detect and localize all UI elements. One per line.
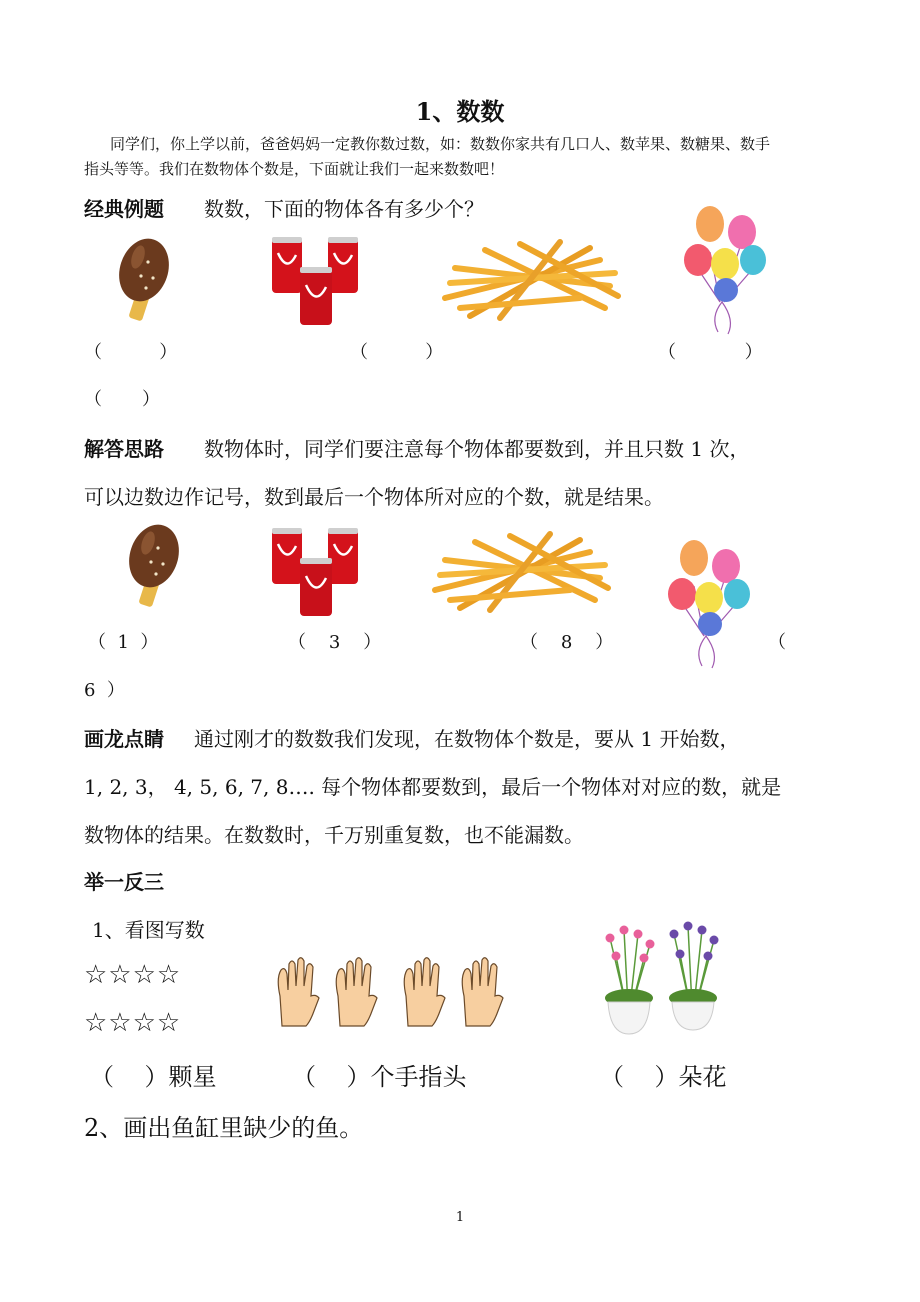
answer-blank[interactable]: （ ）: [350, 342, 444, 363]
answer-blank[interactable]: （ ）: [84, 342, 178, 363]
popsicle-icon: [118, 518, 190, 613]
solution-text-line1: 数物体时，同学们要注意每个物体都要数到，并且只数 1 次，: [204, 437, 750, 461]
example-heading: 经典例题: [84, 197, 164, 221]
blank-flowers[interactable]: （ ）朵花: [600, 1063, 727, 1091]
page-number: 1: [455, 1210, 465, 1225]
pencils-icon: [440, 238, 620, 323]
answer-balloons: 6 ）: [84, 680, 125, 701]
practice-q1: 1、看图写数: [92, 918, 205, 942]
solution-text-line2: 可以边数边作记号，数到最后一个物体所对应的个数，就是结果。: [84, 485, 664, 509]
stars-row: ☆☆☆☆: [84, 960, 182, 990]
balloons-icon: [680, 202, 770, 337]
answer-cans: （ 3 ）: [288, 632, 382, 653]
blank-stars[interactable]: （ ）颗星: [90, 1063, 217, 1091]
summary-line3: 数物体的结果。在数数时，千万别重复数，也不能漏数。: [84, 823, 584, 847]
cola-cans-icon: [270, 524, 366, 619]
summary-line2: 1, 2, 3， 4, 5, 6, 7, 8…. 每个物体都要数到，最后一个物体对对应的数，就是: [84, 775, 782, 799]
blank-fingers[interactable]: （ ）个手指头: [292, 1063, 467, 1091]
answer-blank[interactable]: （ ）: [658, 342, 763, 363]
cola-cans-icon: [270, 233, 366, 328]
summary-line1: 通过刚才的数数我们发现，在数物体个数是，要从 1 开始数，: [194, 727, 740, 751]
summary-heading: 画龙点睛: [84, 727, 164, 751]
answer-balloons-open: （: [768, 632, 786, 653]
popsicle-icon: [108, 232, 180, 327]
answer-blank[interactable]: （ ）: [84, 389, 161, 410]
answer-popsicle: （ 1 ）: [88, 632, 159, 653]
flower-pots-icon: [596, 916, 728, 1038]
solution-heading: 解答思路: [84, 437, 164, 461]
balloons-icon: [664, 536, 754, 671]
hand-icon: [272, 956, 504, 1030]
example-question: 数数，下面的物体各有多少个？: [204, 197, 484, 221]
intro-paragraph: 同学们，你上学以前，爸爸妈妈一定教你数过数，如：数数你家共有几口人、数苹果、数糖果、数手指头等等。我们在数物体个数是，下面就让我们一起来数数吧！: [84, 135, 771, 178]
page-title: 1、数数: [415, 97, 505, 126]
pencils-icon: [430, 530, 610, 615]
practice-heading: 举一反三: [84, 870, 164, 894]
answer-pencils: （ 8 ）: [520, 632, 614, 653]
practice-q2: 2、画出鱼缸里缺少的鱼。: [84, 1114, 364, 1142]
stars-row: ☆☆☆☆: [84, 1008, 182, 1038]
